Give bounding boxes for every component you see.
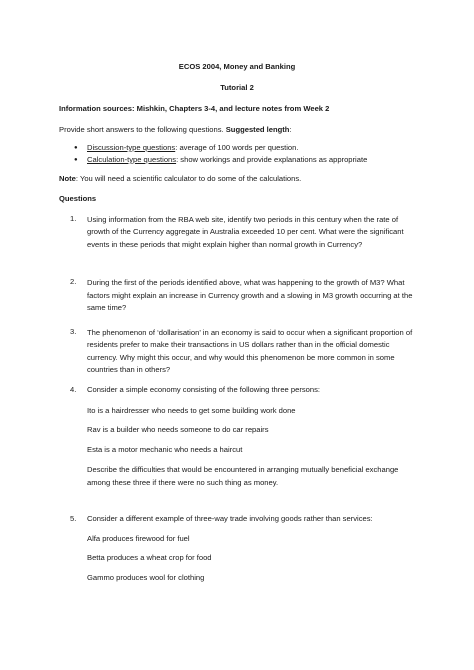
bullet-icon: ● (74, 145, 78, 151)
question-2-text: During the first of the periods identified above, what was happening to the growth of M3? What factors might explain an increase in Currency growth and a slowing in M3 growth occurring at the same time? (87, 278, 413, 312)
question-4-question: Describe the difficulties that would be encountered in arranging mutually beneficial exchange among these three if there were no such thing as money. (87, 465, 399, 487)
question-5-person-1: Alfa produces firewood for fuel (87, 534, 190, 543)
note-text: : You will need a scientific calculator to do some of the calculations. (75, 174, 302, 183)
instructions-prefix: Provide short answers to the following questions. (59, 125, 226, 134)
bullet-icon: ● (74, 157, 78, 163)
note (59, 174, 301, 185)
questions-heading: Questions (59, 194, 97, 203)
question-number: 1. (70, 214, 77, 223)
document-subtitle: Tutorial 2 (220, 83, 254, 92)
question-5-person-2: Betta produces a wheat crop for food (87, 553, 212, 562)
instructions (59, 125, 292, 136)
question-5-person-3: Gammo produces wool for clothing (87, 573, 205, 582)
instructions-bold: Suggested length (225, 125, 290, 134)
bullet-label: Calculation-type questions (87, 155, 177, 164)
bullet-text: : show workings and provide explanations as appropriate (176, 155, 368, 164)
bullet-label: Discussion-type questions (87, 143, 176, 152)
question-4-person-2: Rav is a builder who needs someone to do car repairs (87, 425, 269, 434)
question-number: 4. (70, 385, 77, 394)
bullet-item (87, 155, 367, 166)
question-4-person-3: Esta is a motor mechanic who needs a haircut (87, 445, 243, 454)
question-number: 2. (70, 277, 77, 286)
bullet-text: : average of 100 words per question. (175, 143, 299, 152)
instructions-suffix: : (289, 125, 292, 134)
question-number: 3. (70, 327, 77, 336)
information-sources: Information sources: Mishkin, Chapters 3-4, and lecture notes from Week 2 (59, 104, 330, 113)
question-4-person-1: Ito is a hairdresser who needs to get some building work done (87, 406, 296, 415)
document-title: ECOS 2004, Money and Banking (178, 62, 296, 71)
note-label: Note (59, 174, 76, 183)
question-number: 5. (70, 514, 77, 523)
question-3-text: The phenomenon of ‘dollarisation’ in an economy is said to occur when a significant proportion of residents prefer to make their transactions in US dollars rather than in the official domestic currency. Why might this occur, and why would this phenomenon be more common in some countries than in others? (87, 328, 413, 374)
question-1-text: Using information from the RBA web site, identify two periods in this century when the rate of growth of the Currency aggregate in Australia exceeded 10 per cent. What were the significant events in these periods that might explain higher than normal growth in Currency? (87, 215, 404, 249)
question-4-intro: Consider a simple economy consisting of the following three persons: (87, 385, 320, 394)
bullet-item (87, 143, 298, 154)
question-5-intro: Consider a different example of three-way trade involving goods rather than services: (87, 514, 373, 523)
